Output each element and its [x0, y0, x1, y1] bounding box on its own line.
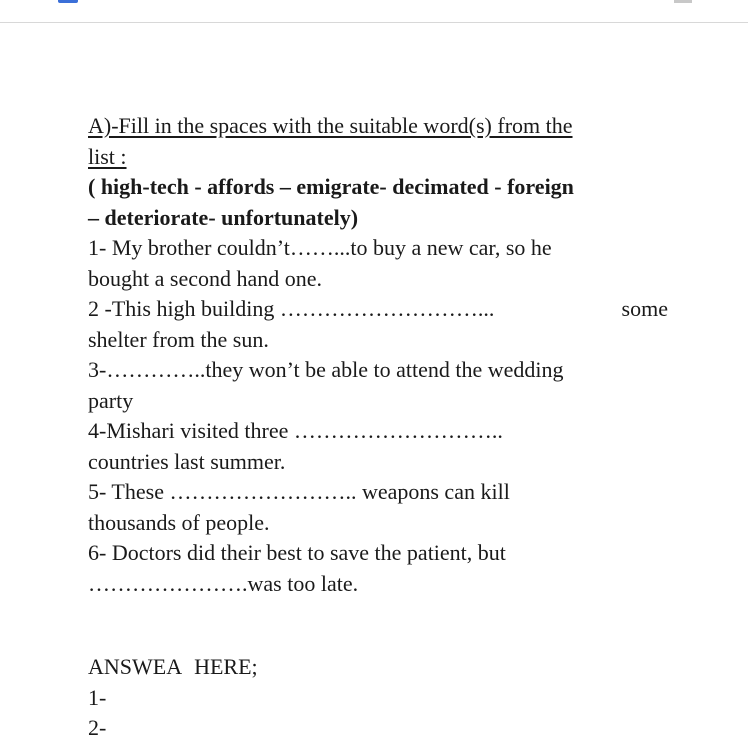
answer-section — [88, 652, 258, 744]
instruction-heading-line2: list : — [88, 143, 127, 169]
word-list-line2: – deteriorate- unfortunately) — [88, 204, 359, 230]
question-1-line2: bought a second hand one. — [88, 265, 322, 291]
word-list-line1: ( high-tech - affords – emigrate- decimated - foreign — [88, 174, 574, 199]
question-4-line2: countries last summer. — [88, 448, 286, 474]
question-2-part1: 2 -This high building ………………………... — [88, 296, 495, 321]
answer-item-2: 2- — [88, 715, 107, 740]
question-2-part2: some — [621, 296, 668, 321]
question-2-line2: shelter from the sun. — [88, 326, 269, 352]
answer-label — [88, 652, 258, 683]
question-5-line2: thousands of people. — [88, 509, 270, 535]
question-1-line1: 1- My brother couldn’t……...to buy a new car, so he — [88, 235, 552, 260]
answer-item-1: 1- — [88, 684, 107, 710]
toolbar-right-mark — [674, 0, 692, 3]
question-6-line2: ………………….was too late. — [88, 570, 359, 596]
question-2-line1 — [88, 294, 668, 325]
question-4-line1: 4-Mishari visited three ……………………….. — [88, 418, 503, 443]
question-3-line2: party — [88, 387, 134, 413]
question-5-line1: 5- These …………………….. weapons can kill — [88, 479, 510, 504]
answer-label-word2: HERE; — [194, 654, 258, 679]
question-3-line1: 3-…………..they won’t be able to attend the wedding — [88, 357, 564, 382]
instruction-heading-line1: A)-Fill in the spaces with the suitable word(s) from the — [88, 113, 573, 138]
answer-label-word1: ANSWEA — [88, 654, 183, 679]
worksheet-body — [88, 111, 668, 599]
top-toolbar — [0, 0, 748, 23]
question-6-line1: 6- Doctors did their best to save the patient, but — [88, 540, 506, 565]
toolbar-tab-indicator — [58, 0, 78, 3]
